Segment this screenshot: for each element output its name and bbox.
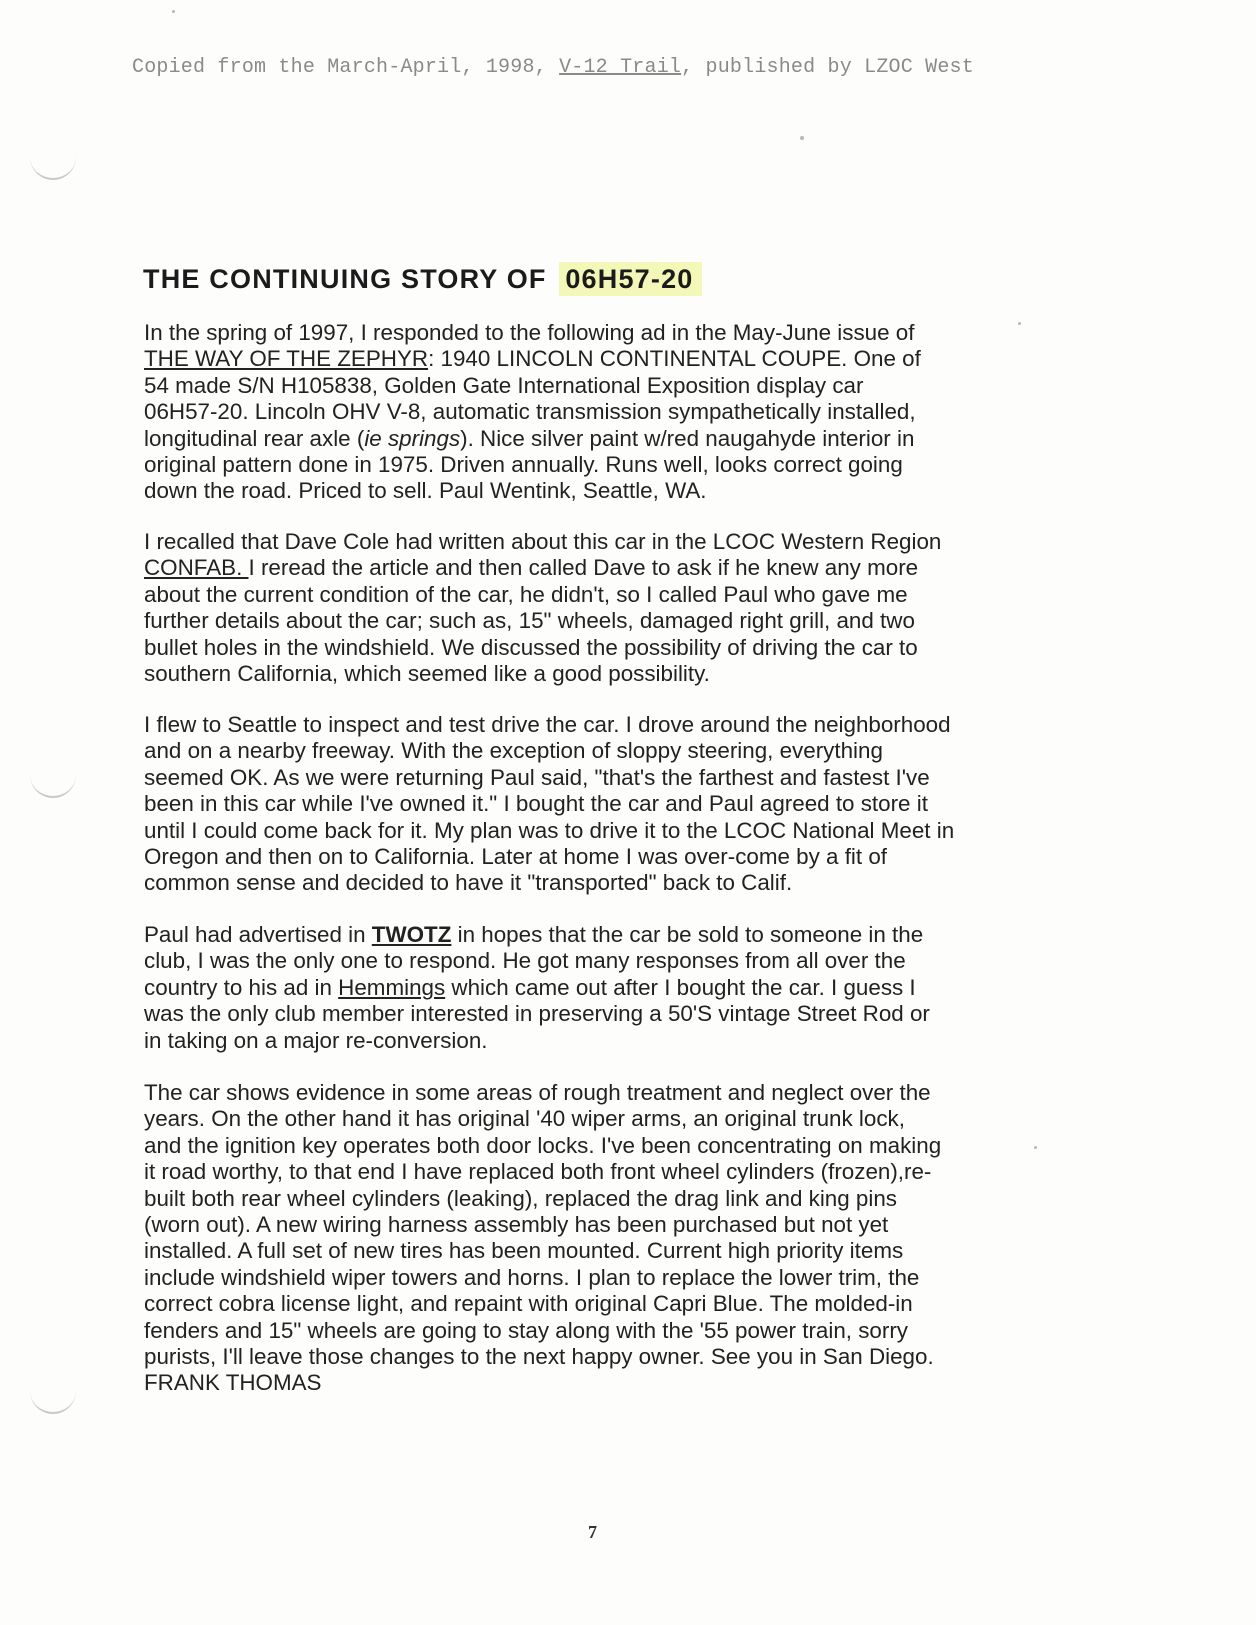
source-note-prefix: Copied from the March-April, 1998, xyxy=(132,56,547,79)
text-line xyxy=(144,791,1044,817)
text-run: in taking on a major re-conversion. xyxy=(144,1027,488,1053)
text-run: I flew to Seattle to inspect and test drive the car. I drove around the neighborhood xyxy=(144,712,951,737)
text-line xyxy=(144,320,1044,346)
text-run: Paul had advertised in xyxy=(144,922,372,947)
text-line xyxy=(144,975,1044,1001)
text-run: Oregon and then on to California. Later at home I was over-come by a fit of xyxy=(144,844,888,870)
text-run: in hopes that the car be sold to someone in the xyxy=(451,922,924,947)
source-note-suffix: , published by LZOC West xyxy=(681,56,974,79)
text-line xyxy=(144,1080,1044,1106)
text-line xyxy=(144,1265,1044,1291)
text-line xyxy=(144,948,1044,974)
text-line xyxy=(144,635,1044,661)
text-run: correct cobra license light, and repaint with original Capri Blue. The molded-in xyxy=(144,1291,913,1317)
text-run: club, I was the only one to respond. He got many responses from all over the xyxy=(144,948,906,974)
text-run: : 1940 LINCOLN CONTINENTAL COUPE. One of xyxy=(428,346,921,372)
paragraph-twotz xyxy=(144,922,1044,1054)
source-note xyxy=(132,56,974,79)
text-line xyxy=(144,529,1044,555)
text-line xyxy=(144,818,1044,844)
text-run: until I could come back for it. My plan was to drive it to the LCOC National Meet in xyxy=(144,817,955,843)
text-run: southern California, which seemed like a good possibility. xyxy=(144,661,710,687)
text-line xyxy=(144,452,1044,478)
author-signature xyxy=(144,1370,1044,1396)
scan-speck xyxy=(800,136,804,140)
text-run: bullet holes in the windshield. We discussed the possibility of driving the car to xyxy=(144,634,918,660)
text-run: years. On the other hand it has original '40 wiper arms, an original trunk lock, xyxy=(144,1106,905,1132)
text-line xyxy=(144,1001,1044,1027)
binder-hole-mark xyxy=(30,1386,76,1414)
italic-text: ie springs xyxy=(364,425,461,451)
text-run: was the only club member interested in preserving a 50'S vintage Street Rod or xyxy=(144,1001,930,1027)
text-run: purists, I'll leave those changes to the next happy owner. See you in San Diego. xyxy=(144,1344,934,1370)
text-run: country to his ad in xyxy=(144,974,339,1000)
paragraph-ad xyxy=(144,320,1044,505)
text-run: been in this car while I've owned it." I bought the car and Paul agreed to store it xyxy=(144,791,928,817)
text-line xyxy=(144,661,1044,687)
text-run: built both rear wheel cylinders (leaking), replaced the drag link and king pins xyxy=(144,1185,897,1211)
paragraph-recall xyxy=(144,529,1044,687)
scan-speck xyxy=(172,10,175,13)
author-name: FRANK THOMAS xyxy=(144,1370,322,1396)
page-number: 7 xyxy=(588,1522,597,1542)
text-line xyxy=(144,1318,1044,1344)
text-run: 54 made S/N H105838, Golden Gate International Exposition display car xyxy=(144,372,864,398)
text-run: longitudinal rear axle ( xyxy=(144,425,365,451)
text-line xyxy=(144,555,1044,581)
text-line xyxy=(144,765,1044,791)
text-run: and on a nearby freeway. With the exception of sloppy steering, everything xyxy=(144,738,883,764)
text-run: I reread the article and then called Dave to ask if he knew any more xyxy=(248,555,919,581)
text-run: seemed OK. As we were returning Paul said, "that's the farthest and fastest I've xyxy=(144,764,930,790)
article-title xyxy=(143,264,702,295)
text-line xyxy=(144,1106,1044,1132)
text-run: which came out after I bought the car. I guess I xyxy=(445,974,916,1000)
text-run: fenders and 15" wheels are going to stay along with the '55 power train, sorry xyxy=(144,1317,908,1343)
text-line xyxy=(144,922,1044,948)
text-line xyxy=(144,478,1044,504)
magazine-title: TWOTZ xyxy=(371,922,452,947)
text-run: In the spring of 1997, I responded to the following ad in the May-June issue of xyxy=(144,320,915,345)
text-run: I recalled that Dave Cole had written about this car in the LCOC Western Region xyxy=(144,529,942,554)
text-run: (worn out). A new wiring harness assembly has been purchased but not yet xyxy=(144,1212,889,1238)
scan-speck xyxy=(1018,322,1021,325)
text-run: include windshield wiper towers and horns. I plan to replace the lower trim, the xyxy=(144,1264,920,1290)
text-line xyxy=(144,399,1044,425)
text-line xyxy=(144,346,1044,372)
text-line xyxy=(144,738,1044,764)
text-line xyxy=(144,582,1044,608)
text-line xyxy=(144,1186,1044,1212)
text-line xyxy=(144,870,1044,896)
magazine-title: THE WAY OF THE ZEPHYR xyxy=(144,346,429,372)
text-run: about the current condition of the car, he didn't, so I called Paul who gave me xyxy=(144,581,908,607)
text-line xyxy=(144,1238,1044,1264)
text-line xyxy=(144,373,1044,399)
paragraph-seattle xyxy=(144,712,1044,897)
text-run: 06H57-20. Lincoln OHV V-8, automatic transmission sympathetically installed, xyxy=(144,399,916,425)
binder-hole-mark xyxy=(30,770,76,798)
text-line xyxy=(144,426,1044,452)
source-note-publication: V-12 Trail xyxy=(559,56,682,79)
title-highlight: 06H57-20 xyxy=(559,262,701,296)
text-line xyxy=(144,1212,1044,1238)
magazine-title: CONFAB. xyxy=(144,555,249,581)
binder-hole-mark xyxy=(30,152,76,180)
text-run: it road worthy, to that end I have replaced both front wheel cylinders (frozen),re- xyxy=(144,1159,932,1185)
text-line xyxy=(144,1291,1044,1317)
text-line xyxy=(144,608,1044,634)
text-run: and the ignition key operates both door locks. I've been concentrating on making xyxy=(144,1132,942,1158)
magazine-title: Hemmings xyxy=(338,974,446,1000)
text-run: common sense and decided to have it "transported" back to Calif. xyxy=(144,870,793,896)
text-line xyxy=(144,1133,1044,1159)
text-line xyxy=(144,1344,1044,1370)
text-line xyxy=(144,844,1044,870)
text-run: original pattern done in 1975. Driven annually. Runs well, looks correct going xyxy=(144,452,903,478)
text-run: further details about the car; such as, 15" wheels, damaged right grill, and two xyxy=(144,608,915,634)
paragraph-condition xyxy=(144,1080,1044,1397)
title-text: THE CONTINUING STORY OF xyxy=(143,264,547,294)
text-run: ). Nice silver paint w/red naugahyde interior in xyxy=(460,425,915,451)
text-run: The car shows evidence in some areas of rough treatment and neglect over the xyxy=(144,1080,931,1105)
text-line xyxy=(144,1159,1044,1185)
scan-speck xyxy=(1034,1146,1037,1149)
text-line xyxy=(144,1028,1044,1054)
text-run: down the road. Priced to sell. Paul Wentink, Seattle, WA. xyxy=(144,478,707,504)
text-run: installed. A full set of new tires has been mounted. Current high priority items xyxy=(144,1238,904,1264)
text-line xyxy=(144,712,1044,738)
